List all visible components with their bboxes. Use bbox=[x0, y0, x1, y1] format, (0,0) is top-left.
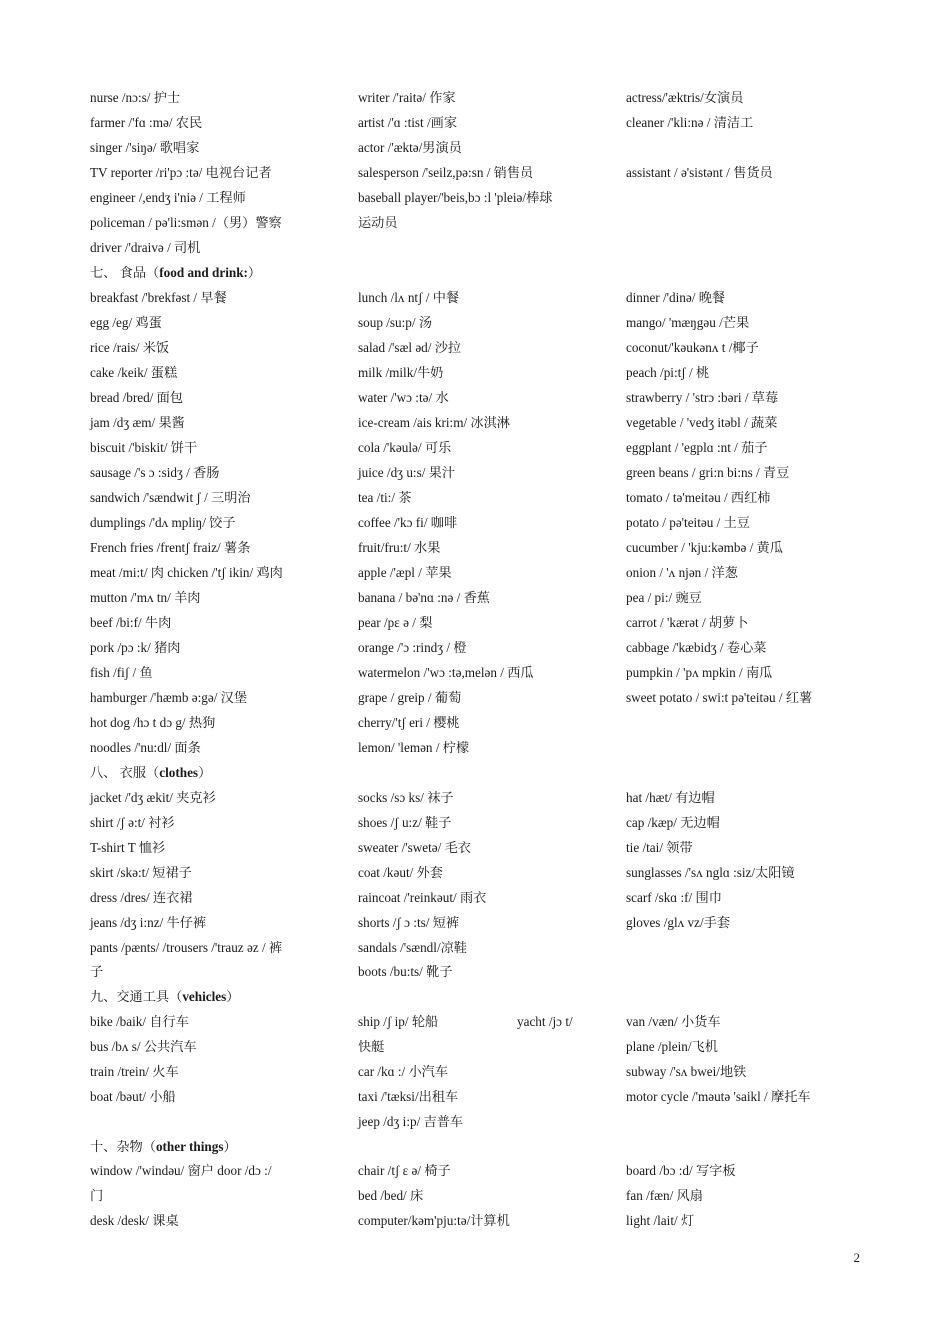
vocab-entry: 快艇 bbox=[358, 1039, 385, 1054]
vocab-entry: salad /'sæl əd/ 沙拉 bbox=[358, 340, 462, 355]
vocab-entry: egg /eg/ 鸡蛋 bbox=[90, 315, 162, 330]
vocab-entry: meat /mi:t/ 肉 chicken /'tʃ ikin/ 鸡肉 bbox=[90, 565, 283, 580]
vocab-entry: sandals /'sændl/凉鞋 bbox=[358, 940, 467, 955]
page-number: 2 bbox=[853, 1250, 860, 1265]
vocab-entry: sweater /'swetə/ 毛衣 bbox=[358, 840, 471, 855]
vocab-entry: subway /'sʌ bwei/地铁 bbox=[626, 1064, 747, 1079]
vocab-entry: yacht /jɔ t/ bbox=[517, 1014, 573, 1029]
vocab-entry: taxi /'tæksi/出租车 bbox=[358, 1089, 459, 1104]
vocab-entry: sunglasses /'sʌ nglɑ :siz/太阳镜 bbox=[626, 865, 795, 880]
vocab-entry: desk /desk/ 课桌 bbox=[90, 1213, 179, 1228]
vocab-entry: French fries /frentʃ fraiz/ 薯条 bbox=[90, 540, 251, 555]
vocab-entry: dumplings /'dʌ mpliŋ/ 饺子 bbox=[90, 515, 236, 530]
section-heading: 九、交通工具（vehicles） bbox=[90, 989, 240, 1004]
vocab-entry: hot dog /hɔ t dɔ g/ 热狗 bbox=[90, 715, 216, 730]
vocab-entry: ice-cream /ais kri:m/ 冰淇淋 bbox=[358, 415, 510, 430]
vocab-entry: pork /pɔ :k/ 猪肉 bbox=[90, 640, 181, 655]
vocab-entry: gloves /glʌ vz/手套 bbox=[626, 915, 731, 930]
vocab-entry: soup /su:p/ 汤 bbox=[358, 315, 433, 330]
vocab-entry: biscuit /'biskit/ 饼干 bbox=[90, 440, 198, 455]
vocab-entry: grape / greip / 葡萄 bbox=[358, 690, 462, 705]
vocab-entry: policeman / pə'li:smən /（男）警察 bbox=[90, 215, 282, 230]
vocab-entry: cake /keik/ 蛋糕 bbox=[90, 365, 178, 380]
vocab-entry: cucumber / 'kju:kəmbə / 黄瓜 bbox=[626, 540, 783, 555]
vocab-entry: train /trein/ 火车 bbox=[90, 1064, 179, 1079]
section-heading: 七、 食品（food and drink:） bbox=[90, 265, 262, 280]
vocab-entry: cap /kæp/ 无边帽 bbox=[626, 815, 720, 830]
vocab-entry: cherry/'tʃ eri / 樱桃 bbox=[358, 715, 460, 730]
vocab-entry: van /væn/ 小货车 bbox=[626, 1014, 721, 1029]
vocab-entry: dinner /'dinə/ 晚餐 bbox=[626, 290, 726, 305]
vocab-entry: cleaner /'kli:nə / 清洁工 bbox=[626, 115, 754, 130]
vocab-entry: artist /'ɑ :tist /画家 bbox=[358, 115, 458, 130]
vocab-entry: pea / pi:/ 豌豆 bbox=[626, 590, 702, 605]
vocab-entry: scarf /skɑ :f/ 围巾 bbox=[626, 890, 722, 905]
vocab-entry: apple /'æpl / 苹果 bbox=[358, 565, 452, 580]
vocab-entry: coconut/'kəukənʌ t /椰子 bbox=[626, 340, 759, 355]
vocab-entry: computer/kəm'pju:tə/计算机 bbox=[358, 1213, 510, 1228]
vocab-entry: fan /fæn/ 风扇 bbox=[626, 1188, 703, 1203]
vocab-entry: coat /kəut/ 外套 bbox=[358, 865, 443, 880]
vocab-entry: lemon/ 'lemən / 柠檬 bbox=[358, 740, 470, 755]
vocab-entry: sweet potato / swi:t pə'teitəu / 红薯 bbox=[626, 690, 813, 705]
vocab-entry: mango/ 'mæŋgəu /芒果 bbox=[626, 315, 750, 330]
vocab-entry: peach /pi:tʃ / 桃 bbox=[626, 365, 710, 380]
vocab-entry: milk /milk/牛奶 bbox=[358, 365, 444, 380]
vocab-entry: tea /ti:/ 茶 bbox=[358, 490, 412, 505]
vocab-entry: baseball player/'beis,bɔ :l 'pleiə/棒球 bbox=[358, 190, 553, 205]
vocab-entry: water /'wɔ :tə/ 水 bbox=[358, 390, 449, 405]
vocab-entry: lunch /lʌ ntʃ / 中餐 bbox=[358, 290, 460, 305]
vocab-entry: pear /pɛ ə / 梨 bbox=[358, 615, 433, 630]
vocab-entry: shirt /ʃ ə:t/ 衬衫 bbox=[90, 815, 175, 830]
vocab-entry: jeep /dʒ i:p/ 吉普车 bbox=[358, 1114, 464, 1129]
vocab-entry: beef /bi:f/ 牛肉 bbox=[90, 615, 172, 630]
vocab-entry: cola /'kəulə/ 可乐 bbox=[358, 440, 452, 455]
vocab-entry: tomato / tə'meitəu / 西红柿 bbox=[626, 490, 771, 505]
section-heading: 十、杂物（other things） bbox=[90, 1139, 237, 1154]
vocab-entry: assistant / ə'sistənt / 售货员 bbox=[626, 165, 773, 180]
vocab-entry: mutton /'mʌ tn/ 羊肉 bbox=[90, 590, 201, 605]
vocab-entry: car /kɑ :/ 小汽车 bbox=[358, 1064, 449, 1079]
vocab-entry: board /bɔ :d/ 写字板 bbox=[626, 1163, 736, 1178]
vocab-entry: potato / pə'teitəu / 土豆 bbox=[626, 515, 750, 530]
vocab-entry: chair /tʃ ɛ ə/ 椅子 bbox=[358, 1163, 451, 1178]
vocab-entry: orange /'ɔ :rindʒ / 橙 bbox=[358, 640, 467, 655]
vocab-entry: vegetable / 'vedʒ itəbl / 蔬菜 bbox=[626, 415, 778, 430]
vocab-entry: 子 bbox=[90, 964, 104, 979]
vocab-entry: fish /fiʃ / 鱼 bbox=[90, 665, 153, 680]
vocab-entry: shoes /ʃ u:z/ 鞋子 bbox=[358, 815, 452, 830]
vocab-entry: noodles /'nu:dl/ 面条 bbox=[90, 740, 201, 755]
vocab-entry: jacket /'dʒ ækit/ 夹克衫 bbox=[90, 790, 216, 805]
vocab-entry: T-shirt T 恤衫 bbox=[90, 840, 166, 855]
vocab-entry: jam /dʒ æm/ 果酱 bbox=[90, 415, 185, 430]
vocab-entry: jeans /dʒ i:nz/ 牛仔裤 bbox=[90, 915, 207, 930]
vocab-entry: banana / bə'nɑ :nə / 香蕉 bbox=[358, 590, 490, 605]
vocab-entry: actress/'æktris/女演员 bbox=[626, 90, 744, 105]
vocab-entry: bus /bʌ s/ 公共汽车 bbox=[90, 1039, 197, 1054]
vocab-entry: farmer /'fɑ :mə/ 农民 bbox=[90, 115, 203, 130]
vocab-entry: TV reporter /ri'pɔ :tə/ 电视台记者 bbox=[90, 165, 272, 180]
vocab-entry: bed /bed/ 床 bbox=[358, 1188, 424, 1203]
vocab-entry: tie /tai/ 领带 bbox=[626, 840, 693, 855]
vocab-entry: dress /dres/ 连衣裙 bbox=[90, 890, 193, 905]
vocab-entry: pants /pænts/ /trousers /'trauz əz / 裤 bbox=[90, 940, 283, 955]
vocab-entry: ship /ʃ ip/ 轮船 bbox=[358, 1014, 439, 1029]
vocab-entry: 运动员 bbox=[358, 215, 398, 230]
vocab-entry: bike /baik/ 自行车 bbox=[90, 1014, 189, 1029]
vocab-entry: raincoat /'reinkəut/ 雨衣 bbox=[358, 890, 487, 905]
vocab-entry: writer /'raitə/ 作家 bbox=[358, 90, 456, 105]
vocab-entry: fruit/fru:t/ 水果 bbox=[358, 540, 441, 555]
vocab-entry: shorts /ʃ ɔ :ts/ 短裤 bbox=[358, 915, 460, 930]
vocab-entry: juice /dʒ u:s/ 果汁 bbox=[358, 465, 456, 480]
vocab-entry: breakfast /'brekfəst / 早餐 bbox=[90, 290, 227, 305]
vocab-entry: eggplant / 'egplɑ :nt / 茄子 bbox=[626, 440, 768, 455]
vocab-entry: window /'windəu/ 窗户 door /dɔ :/ bbox=[90, 1163, 272, 1178]
vocab-entry: light /lait/ 灯 bbox=[626, 1213, 695, 1228]
vocab-entry: rice /rais/ 米饭 bbox=[90, 340, 170, 355]
vocab-entry: skirt /skə:t/ 短裙子 bbox=[90, 865, 192, 880]
section-heading: 八、 衣服（clothes） bbox=[90, 765, 212, 780]
vocab-entry: sausage /'s ɔ :sidʒ / 香肠 bbox=[90, 465, 220, 480]
vocab-entry: driver /'draivə / 司机 bbox=[90, 240, 201, 255]
vocab-entry: strawberry / 'strɔ :bəri / 草莓 bbox=[626, 390, 779, 405]
vocab-entry: sandwich /'sændwit ʃ / 三明治 bbox=[90, 490, 251, 505]
vocab-entry: onion / 'ʌ njən / 洋葱 bbox=[626, 565, 738, 580]
vocab-entry: pumpkin / 'pʌ mpkin / 南瓜 bbox=[626, 665, 773, 680]
vocab-entry: hat /hæt/ 有边帽 bbox=[626, 790, 715, 805]
vocab-entry: carrot / 'kærət / 胡萝卜 bbox=[626, 615, 749, 630]
vocab-entry: singer /'siŋə/ 歌唱家 bbox=[90, 140, 200, 155]
vocab-entry: boat /bəut/ 小船 bbox=[90, 1089, 176, 1104]
vocab-entry: nurse /nɔ:s/ 护士 bbox=[90, 90, 181, 105]
vocab-entry: actor /'æktə/男演员 bbox=[358, 140, 462, 155]
vocab-entry: green beans / gri:n bi:ns / 青豆 bbox=[626, 465, 790, 480]
vocab-entry: motor cycle /'məutə 'saikl / 摩托车 bbox=[626, 1089, 811, 1104]
vocab-entry: watermelon /'wɔ :tə,melən / 西瓜 bbox=[358, 665, 534, 680]
vocab-entry: bread /bred/ 面包 bbox=[90, 390, 184, 405]
vocab-entry: plane /plein/飞机 bbox=[626, 1039, 718, 1054]
vocab-entry: cabbage /'kæbidʒ / 卷心菜 bbox=[626, 640, 767, 655]
vocab-entry: 门 bbox=[90, 1188, 104, 1203]
vocab-entry: salesperson /'seilz,pə:sn / 销售员 bbox=[358, 165, 534, 180]
vocab-entry: engineer /,endʒ i'niə / 工程师 bbox=[90, 190, 246, 205]
vocab-entry: socks /sɔ ks/ 袜子 bbox=[358, 790, 454, 805]
vocab-entry: boots /bu:ts/ 靴子 bbox=[358, 964, 453, 979]
vocab-entry: hamburger /'hæmb ə:gə/ 汉堡 bbox=[90, 690, 248, 705]
vocab-entry: coffee /'kɔ fi/ 咖啡 bbox=[358, 515, 458, 530]
